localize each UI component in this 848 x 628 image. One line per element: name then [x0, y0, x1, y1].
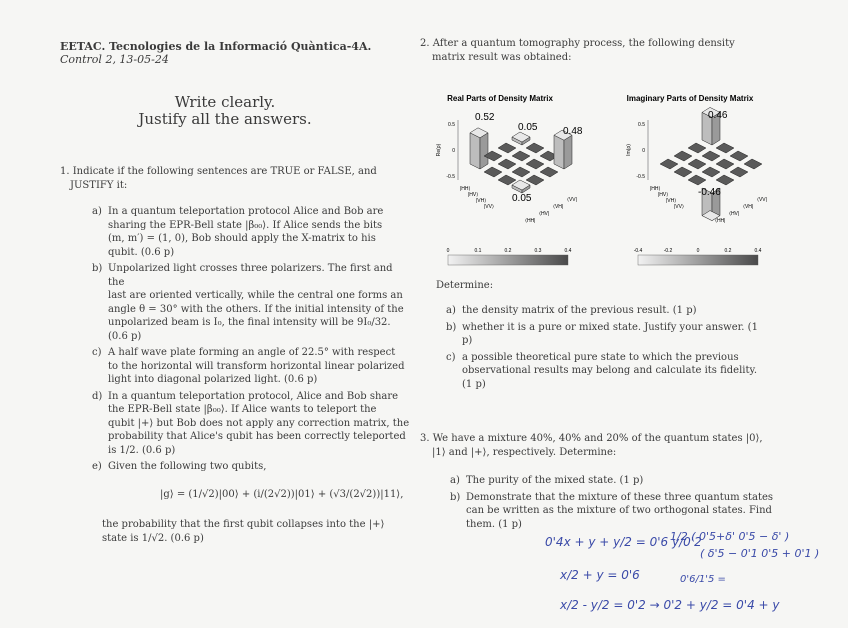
- bar-value-label: -0.46: [698, 187, 721, 198]
- course-header: [60, 40, 371, 66]
- q1-item-line: qubit. (0.6 p): [108, 246, 175, 258]
- handwritten-note: x/2 + y = 0'6: [560, 568, 640, 582]
- bar-top: [660, 159, 678, 169]
- bar-value-label: 0.05: [518, 122, 538, 133]
- q3-item-label: a): [450, 475, 460, 486]
- q1-tail-line: the probability that the first qubit collapses into the |+⟩: [102, 519, 385, 530]
- q1-item-label: e): [92, 461, 102, 472]
- q1-item-line: angle θ = 30° with the others. If the initial intensity of the: [108, 303, 404, 315]
- q3-item: [450, 491, 780, 532]
- z-axis-label: Im(ρ): [626, 144, 632, 156]
- col-ket-label: ⟨VH|: [743, 204, 754, 210]
- row-ket-label: |VH⟩: [476, 198, 487, 204]
- density-matrix-plots: [430, 90, 810, 275]
- q1-item-line: probability that Alice's qubit has been correctly teleported: [108, 431, 406, 442]
- q1-item-label: b): [92, 263, 103, 274]
- course-title: EETAC. Tecnologies de la Informació Quàntica-4A.: [60, 40, 372, 53]
- q1-item: [92, 390, 410, 458]
- colorbar: [638, 255, 758, 265]
- q1-item-label: c): [92, 347, 102, 358]
- control-date: Control 2, 13-05-24: [60, 53, 169, 66]
- handwritten-note: x/2 - y/2 = 0'2 → 0'2 + y/2 = 0'4 + y: [560, 598, 780, 612]
- bar-top: [526, 159, 544, 169]
- q1-item: [92, 262, 410, 343]
- bar-top: [688, 143, 706, 153]
- q1-item-line: (m, m′) = (1, 0), Bob should apply the X-matrix to his: [108, 233, 376, 244]
- q2-item-label: a): [446, 305, 456, 316]
- q1-item: [92, 460, 410, 474]
- plot-title: Imaginary Parts of Density Matrix: [626, 94, 754, 103]
- bar-value-label: 0.48: [563, 126, 583, 137]
- col-ket-label: ⟨HV|: [539, 211, 550, 217]
- instructions: [100, 94, 350, 128]
- q2-item-line: (1 p): [462, 378, 486, 390]
- handwritten-note: 0'4x + y + y/2 = 0'6 y/0'2: [545, 535, 702, 549]
- q1-item-line: A half wave plate forming an angle of 22.5° with respect: [108, 347, 396, 358]
- colorbar-tick: 0.4: [564, 248, 572, 254]
- q3-item-label: b): [450, 491, 461, 503]
- q1-item-line: (0.6 p): [108, 330, 142, 342]
- col-ket-label: ⟨HH|: [715, 218, 726, 224]
- bar-top: [702, 151, 720, 161]
- q2-item: [446, 351, 831, 392]
- bar-top: [674, 167, 692, 177]
- colorbar-tick: -0.4: [633, 248, 643, 254]
- q2-item-label: b): [446, 321, 457, 333]
- z-tick-label: 0.5: [448, 122, 455, 128]
- question-2: [420, 37, 820, 64]
- z-tick-label: -0.5: [636, 174, 645, 180]
- q2-item: [446, 321, 831, 348]
- col-ket-label: ⟨HH|: [525, 218, 536, 224]
- q2-items: [446, 304, 831, 394]
- z-tick-label: 0: [452, 148, 455, 154]
- bar-top: [512, 151, 530, 161]
- imaginary-part-plot: [626, 94, 767, 265]
- q1-item-line: Given the following two qubits,: [108, 461, 267, 472]
- q2-determine: Determine:: [436, 280, 494, 291]
- colorbar: [448, 255, 568, 265]
- q1-item-label: d): [92, 390, 103, 402]
- q3-item-line: Demonstrate that the mixture of these three quantum states: [466, 491, 774, 503]
- row-ket-label: |VH⟩: [666, 198, 677, 204]
- q1-items: [92, 205, 410, 477]
- q2-intro-line: matrix result was obtained:: [432, 51, 572, 63]
- bar-value-label: 0.05: [512, 193, 532, 204]
- bar-top: [540, 167, 558, 177]
- bar-top: [498, 159, 516, 169]
- real-part-plot: [436, 94, 583, 265]
- q1-item: [92, 346, 410, 387]
- bar-top: [716, 143, 734, 153]
- q2-item-line: a possible theoretical pure state to which the previous: [462, 351, 739, 363]
- row-ket-label: |HH⟩: [460, 186, 471, 192]
- bar-top: [716, 175, 734, 185]
- bar-top: [702, 167, 720, 177]
- row-ket-label: |VV⟩: [484, 204, 494, 210]
- bar-top: [526, 143, 544, 153]
- z-tick-label: -0.5: [446, 174, 455, 180]
- z-tick-label: 0: [642, 148, 645, 154]
- bar-face: [470, 133, 480, 169]
- q1-item-line: In a quantum teleportation protocol, Alice and Bob share: [108, 390, 399, 402]
- bar-side: [564, 135, 572, 169]
- q1-tail: [102, 518, 420, 545]
- col-ket-label: ⟨VV|: [757, 197, 767, 203]
- instruction-line: Justify all the answers.: [138, 110, 312, 128]
- q1-item-line: the EPR-Bell state |β₀₀⟩. If Alice wants to teleport the: [108, 404, 377, 415]
- colorbar-tick: 0: [446, 248, 450, 254]
- q1-intro-line: 1. Indicate if the following sentences are TRUE or FALSE, and: [60, 166, 377, 177]
- colorbar-tick: -0.2: [663, 248, 673, 254]
- row-ket-label: |HV⟩: [658, 192, 669, 198]
- q1-item-line: to the horizontal will transform horizontal linear polarized: [108, 360, 405, 372]
- bar-top: [484, 167, 502, 177]
- handwritten-note: ( δ'5 − 0'1 0'5 + 0'1 ): [700, 547, 820, 560]
- row-ket-label: |HH⟩: [650, 186, 661, 192]
- colorbar-tick: 0: [696, 248, 700, 254]
- colorbar-tick: 0.2: [504, 248, 512, 254]
- colorbar-tick: 0.3: [534, 248, 542, 254]
- q1-item-line: In a quantum teleportation protocol Alice and Bob are: [108, 206, 384, 217]
- q1-intro-line: JUSTIFY it:: [70, 179, 128, 191]
- q1-item-line: qubit |+⟩ but Bob does not apply any correction matrix, the: [108, 417, 410, 429]
- q3-item-line: can be written as the mixture of two orthogonal states. Find: [466, 505, 772, 516]
- q1-item-label: a): [92, 206, 102, 217]
- bar-top: [730, 151, 748, 161]
- z-tick-label: 0.5: [638, 122, 645, 128]
- colorbar-tick: 0.4: [754, 248, 762, 254]
- q3-item-line: them. (1 p): [466, 518, 522, 530]
- bar-top: [730, 167, 748, 177]
- bar-top: [688, 159, 706, 169]
- row-ket-label: |HV⟩: [468, 192, 479, 198]
- bar-top: [512, 167, 530, 177]
- bar-top: [498, 143, 516, 153]
- q3-items: [450, 474, 780, 534]
- bar-value-label: 0.46: [708, 110, 728, 121]
- q1-equation: |g⟩ = (1/√2)|00⟩ + (i/(2√2))|01⟩ + (√3/(2√2))|11⟩,: [160, 489, 404, 500]
- plot-title: Real Parts of Density Matrix: [447, 94, 553, 103]
- colorbar-tick: 0.1: [474, 248, 482, 254]
- q1-item-line: Unpolarized light crosses three polarizers. The first and the: [108, 263, 393, 288]
- q2-item: [446, 304, 831, 318]
- question-3: [420, 432, 840, 459]
- q3-item-line: The purity of the mixed state. (1 p): [466, 475, 644, 486]
- question-1: [60, 165, 415, 192]
- row-ket-label: |VV⟩: [674, 204, 684, 210]
- q1-item-line: sharing the EPR-Bell state |β₀₀⟩. If Alice sends the bits: [108, 219, 383, 231]
- q3-intro-line: |1⟩ and |+⟩, respectively. Determine:: [432, 446, 617, 458]
- q1-item-line: last are oriented vertically, while the central one forms an: [108, 290, 403, 301]
- bar-top: [498, 175, 516, 185]
- q1-item-line: is 1/2. (0.6 p): [108, 444, 176, 456]
- q1-tail-line: state is 1/√2. (0.6 p): [102, 532, 204, 544]
- col-ket-label: ⟨HV|: [729, 211, 740, 217]
- z-axis-label: Re(ρ): [436, 143, 442, 157]
- bar-top: [674, 151, 692, 161]
- q2-item-line: observational results may belong and calculate its fidelity.: [462, 365, 757, 376]
- q1-item: [92, 205, 410, 259]
- q2-item-line: the density matrix of the previous result. (1 p): [462, 305, 697, 316]
- q3-intro-line: 3. We have a mixture 40%, 40% and 20% of the quantum states |0⟩,: [420, 433, 763, 444]
- bar-top: [526, 175, 544, 185]
- colorbar-tick: 0.2: [724, 248, 732, 254]
- q2-item-line: whether it is a pure or mixed state. Justify your answer. (1: [462, 321, 758, 333]
- q1-item-line: unpolarized beam is I₀, the final intensity will be 9I₀/32.: [108, 317, 391, 328]
- bar-top: [716, 159, 734, 169]
- handwritten-note: 0'6/1'5 =: [680, 574, 726, 585]
- bar-side: [480, 133, 488, 169]
- q2-item-label: c): [446, 351, 456, 363]
- instruction-line: Write clearly.: [174, 93, 276, 111]
- bar-value-label: 0.52: [475, 112, 495, 123]
- handwritten-note: 1/2 ( 0'5+δ' 0'5 − δ' ): [670, 530, 790, 543]
- q2-item-line: p): [462, 335, 473, 346]
- col-ket-label: ⟨VV|: [567, 197, 577, 203]
- bar-top: [688, 175, 706, 185]
- q1-item-line: light into diagonal polarized light. (0.6 p): [108, 374, 318, 385]
- bar-top: [744, 159, 762, 169]
- col-ket-label: ⟨VH|: [553, 204, 564, 210]
- q2-intro-line: 2. After a quantum tomography process, the following density: [420, 38, 735, 49]
- q3-item: [450, 474, 780, 488]
- bar-face: [554, 135, 564, 169]
